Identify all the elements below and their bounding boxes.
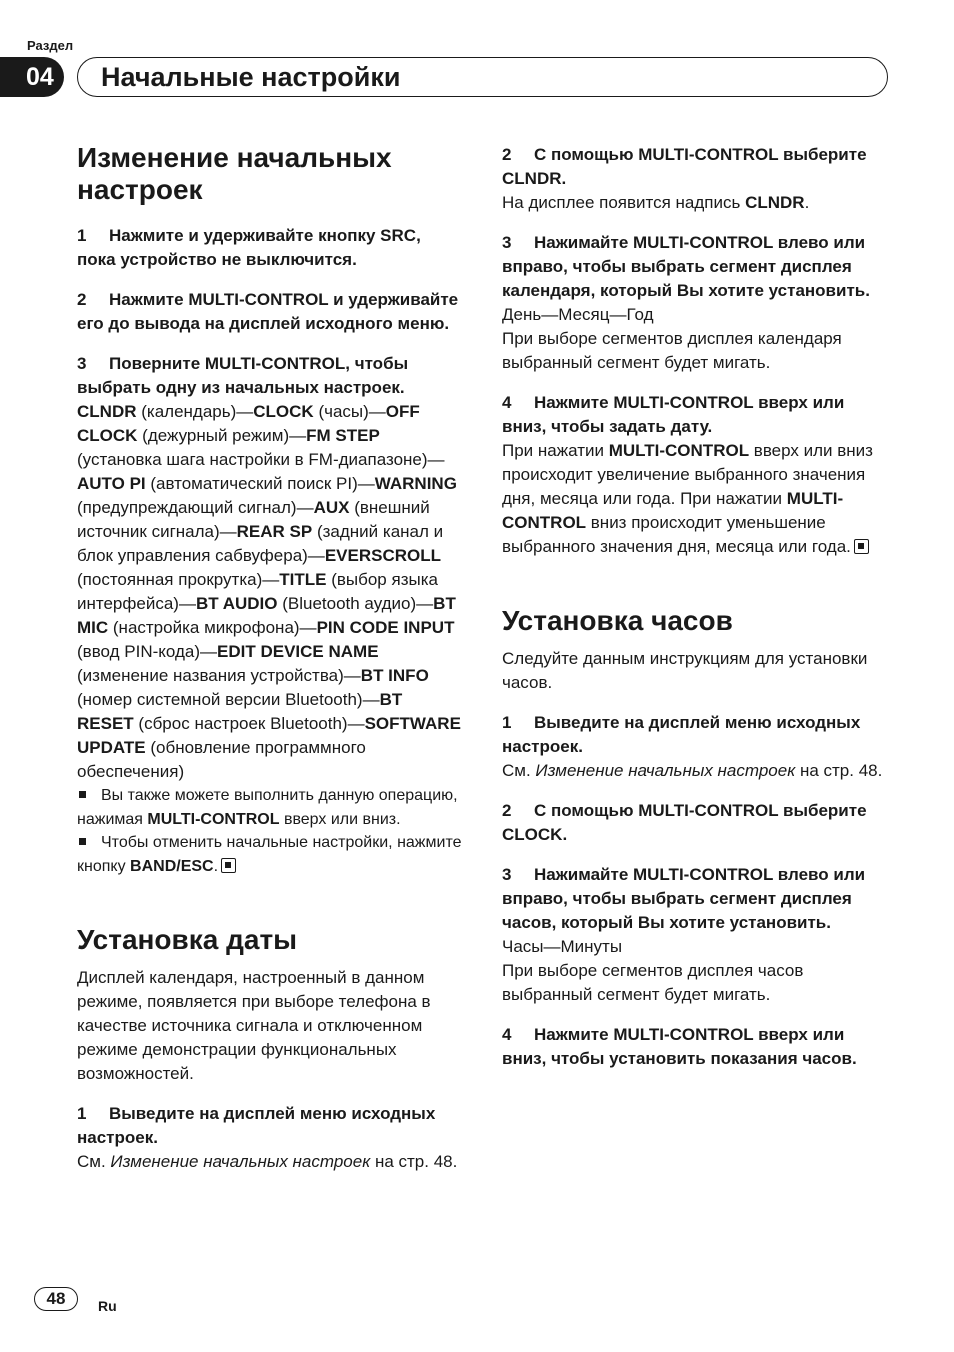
clock-intro: Следуйте данным инструкциям для установки часов. [502,649,868,692]
bullet-square-icon [79,791,86,798]
menu-item-desc: (внешний источник сигнала)— [77,498,430,541]
menu-item-name: BT RESET [77,690,403,733]
section-label: Раздел [27,38,74,53]
heading-initial-settings: Изменение начальных настроек [77,142,392,205]
page-title: Начальные настройки [101,62,401,92]
date-sequence: День—Месяц—Год [502,305,654,324]
step-1: 1 Нажмите и удерживайте кнопку SRC, пока устройство не выключится. [77,226,421,269]
date-step-3-text: При выборе сегментов дисплея календаря выбранный сегмент будет мигать. [502,329,842,372]
menu-item-name: OFF CLOCK [77,402,420,445]
clock-step-3-text: При выборе сегментов дисплея часов выбранный сегмент будет мигать. [502,961,804,1004]
left-column [77,142,462,1174]
menu-item-name: AUX [313,498,350,517]
clock-sequence: Часы—Минуты [502,937,623,956]
note-multi-control: Вы также можете выполнить данную операцию, нажимая MULTI-CONTROL вверх или вниз. [77,787,458,828]
heading-clock-setup: Установка часов [502,605,733,636]
menu-item-name: FM STEP [306,426,380,445]
step-3: 3 Поверните MULTI-CONTROL, чтобы выбрать одну из начальных настроек. [77,354,409,397]
heading-date-setup: Установка даты [77,924,298,955]
clock-step-3: 3 Нажимайте MULTI-CONTROL влево или вправо, чтобы выбрать сегмент дисплея часов, который Вы хотите установить. [502,865,866,932]
menu-item-desc: (номер системной версии Bluetooth)— [77,690,380,709]
bullet-square-icon [79,838,86,845]
menu-item-name: EVERSCROLL [324,546,441,565]
section-number: 04 [0,57,64,97]
menu-item-desc: (настройка микрофона)— [108,618,317,637]
menu-item-desc: (установка шага настройки в FM-диапазоне)— [77,450,445,469]
page-number: 48 [34,1287,78,1311]
menu-item-desc: (предупреждающий сигнал)— [77,498,314,517]
date-intro: Дисплей календаря, настроенный в данном режиме, появляется при выборе телефона в качестве источника сигнала и отключенном режиме демонстрации функциональных возможностей. [77,968,431,1083]
menu-item-desc: (автоматический поиск PI)— [145,474,375,493]
date-step-4: 4 Нажмите MULTI-CONTROL вверх или вниз, чтобы задать дату. [502,393,845,436]
date-step-3: 3 Нажимайте MULTI-CONTROL влево или вправо, чтобы выбрать сегмент дисплея календаря, который Вы хотите установить. [502,233,870,300]
menu-item-name: BT MIC [77,594,456,637]
clock-step-2: 2 С помощью MULTI-CONTROL выберите CLOCK. [502,801,867,844]
menu-item-desc: (сброс настроек Bluetooth)— [133,714,365,733]
menu-item-desc: (Bluetooth аудио)— [277,594,434,613]
menu-item-desc: (ввод PIN-кода)— [77,642,218,661]
note-cancel: Чтобы отменить начальные настройки, нажмите кнопку BAND/ESC. [77,834,462,875]
menu-items-list [77,400,462,784]
menu-item-name: AUTO PI [77,474,146,493]
menu-item-desc: (выбор языка интерфейса)— [77,570,438,613]
menu-item-desc: (задний канал и блок управления сабвуфера)— [77,522,444,565]
date-step-1: 1 Выведите на дисплей меню исходных настроек. [77,1104,436,1147]
menu-item-desc: (часы)— [313,402,386,421]
menu-item-name: REAR SP [236,522,313,541]
menu-item-name: CLNDR [77,402,137,421]
menu-item-name: SOFTWARE UPDATE [77,714,461,757]
menu-item-name: WARNING [374,474,457,493]
menu-item-desc: (дежурный режим)— [137,426,307,445]
menu-item-name: TITLE [279,570,327,589]
date-reference: См. Изменение начальных настроек на стр. 48. [77,1152,458,1171]
menu-item-desc: (изменение названия устройства)— [77,666,361,685]
menu-item-desc: (постоянная прокрутка)— [77,570,280,589]
menu-item-name: BT INFO [360,666,429,685]
step-2: 2 Нажмите MULTI-CONTROL и удерживайте его до вывода на дисплей исходного меню. [77,290,459,333]
clock-reference: См. Изменение начальных настроек на стр. 48. [502,761,883,780]
clock-step-4: 4 Нажмите MULTI-CONTROL вверх или вниз, чтобы установить показания часов. [502,1025,857,1068]
end-mark-icon [854,539,869,554]
section-header [77,57,888,97]
clock-step-1: 1 Выведите на дисплей меню исходных настроек. [502,713,861,756]
end-mark-icon [221,858,236,873]
right-column [502,143,890,1071]
date-step-2-text: На дисплее появится надпись CLNDR. [502,193,810,212]
language-code: Ru [98,1298,117,1314]
menu-item-desc: (календарь)— [136,402,254,421]
menu-item-name: CLOCK [253,402,314,421]
menu-item-name: EDIT DEVICE NAME [217,642,379,661]
menu-item-name: PIN CODE INPUT [316,618,455,637]
menu-item-desc: (обновление программного обеспечения) [77,738,366,781]
menu-item-name: BT AUDIO [195,594,278,613]
date-step-2: 2 С помощью MULTI-CONTROL выберите CLNDR. [502,145,867,188]
date-step-4-text: При нажатии MULTI-CONTROL вверх или вниз происходит увеличение выбранного значения дня, месяца или года. При нажатии MULTI-CONTROL вниз происходит уменьшение выбранного значения дня, месяца или года. [502,441,873,556]
